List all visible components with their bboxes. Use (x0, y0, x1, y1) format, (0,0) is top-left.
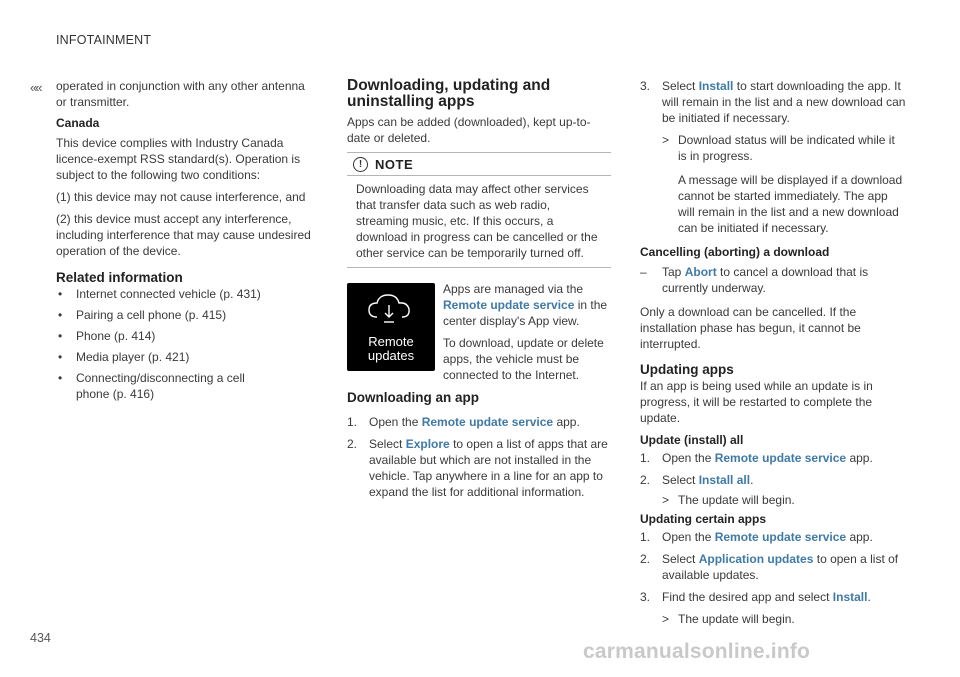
middle-heading-block (347, 78, 609, 146)
updating-heading: Updating apps (640, 362, 734, 377)
download-step-2: 2. Select Explore to open a list of apps that are available but which are not installed in the vehicle. Tap anywhere in a line for an app to expand the list for additional information. (347, 437, 608, 499)
info-icon: ! (353, 157, 368, 172)
left-column (56, 78, 314, 402)
related-item[interactable]: • Phone (p. 414) (58, 329, 156, 343)
abort-link[interactable]: Abort (684, 265, 717, 279)
remote-update-service-link[interactable]: Remote update service (421, 415, 554, 429)
update-certain-step-3: 3. Find the desired app and select Install. (640, 590, 871, 604)
back-link[interactable]: «« (30, 80, 41, 95)
related-heading: Related information (56, 270, 183, 285)
update-certain-result: > The update will begin. (662, 612, 795, 626)
remote-updates-app-tile (347, 283, 435, 371)
cancel-note: Only a download can be cancelled. If the installation phase has begun, it cannot be interrupted. (640, 305, 861, 351)
related-item[interactable]: • Internet connected vehicle (p. 431) (58, 287, 261, 301)
canada-text: This device complies with Industry Canada licence-exempt RSS standard(s). Operation is subject to the following two conditions: (56, 136, 301, 182)
managed-text-block (443, 281, 611, 383)
condition-1: (1) this device may not cause interference, and (56, 190, 306, 204)
update-certain-step-2: 2. Select Application updates to open a list of available updates. (640, 552, 899, 582)
update-all-step-1: 1. Open the Remote update service app. (640, 451, 873, 465)
cancel-step: – Tap Abort to cancel a download that is currently underway. (640, 265, 869, 295)
note-box (347, 152, 611, 268)
note-title: NOTE (375, 157, 414, 172)
page-number: 434 (30, 631, 51, 645)
update-certain-step-1: 1. Open the Remote update service app. (640, 530, 873, 544)
download-step-3: 3. Select Install to start downloading the app. It will remain in the list and a new download can be initiated if necessary. (640, 79, 906, 125)
note-body: Downloading data may affect other services that transfer data such as web radio, streaming music, etc. If this occurs, a download in progress can be cancelled or the other service can be temporarily turned off. (356, 182, 598, 260)
note-header (347, 153, 611, 176)
install-link[interactable]: Install (698, 79, 734, 93)
remote-update-service-link[interactable]: Remote update service (714, 530, 847, 544)
canada-heading: Canada (56, 116, 100, 130)
internet-text: To download, update or delete apps, the vehicle must be connected to the Internet. (443, 336, 604, 382)
page-title: Downloading, updating and uninstalling apps (347, 77, 551, 110)
remote-update-service-link[interactable]: Remote update service (443, 298, 575, 312)
cloud-download-icon (347, 283, 435, 335)
related-item[interactable]: • Connecting/disconnecting a cell phone (p. 416) (58, 371, 245, 401)
explore-link[interactable]: Explore (405, 437, 450, 451)
section-header: INFOTAINMENT (56, 33, 152, 47)
related-list (56, 286, 314, 402)
update-all-heading: Update (install) all (640, 433, 744, 447)
watermark: carmanualsonline.info (583, 640, 811, 663)
downloading-block (347, 390, 613, 500)
updating-text: If an app is being used while an update is in progress, it will be restarted to complete the update. (640, 379, 873, 425)
condition-2: (2) this device must accept any interference, including interference that may cause undesired operation of the device. (56, 212, 311, 258)
update-all-result: > The update will begin. (662, 493, 795, 507)
downloading-heading: Downloading an app (347, 390, 479, 405)
update-certain-heading: Updating certain apps (640, 512, 767, 526)
application-updates-link[interactable]: Application updates (698, 552, 814, 566)
related-item[interactable]: • Pairing a cell phone (p. 415) (58, 308, 227, 322)
right-column (640, 78, 906, 627)
page-subtitle: Apps can be added (downloaded), kept up-to-date or deleted. (347, 115, 591, 145)
cancel-heading: Cancelling (aborting) a download (640, 245, 830, 259)
intro-text: operated in conjunction with any other antenna or transmitter. (56, 79, 305, 109)
remote-update-service-link[interactable]: Remote update service (714, 451, 847, 465)
related-item[interactable]: • Media player (p. 421) (58, 350, 190, 364)
managed-text: Apps are managed via the Remote update service in the center display's App view. (443, 282, 608, 328)
status-message: A message will be displayed if a download cannot be started immediately. The app will remain in the list and a new download can be initiated if necessary. (678, 173, 903, 235)
download-step-1: 1. Open the Remote update service app. (347, 415, 580, 429)
update-all-step-2: 2. Select Install all. (640, 473, 754, 487)
install-all-link[interactable]: Install all (698, 473, 751, 487)
download-status-block (640, 132, 906, 236)
install-link[interactable]: Install (832, 590, 868, 604)
status-result: > Download status will be indicated while it is in progress. (662, 133, 895, 163)
app-tile-label: Remote updates (367, 334, 415, 363)
